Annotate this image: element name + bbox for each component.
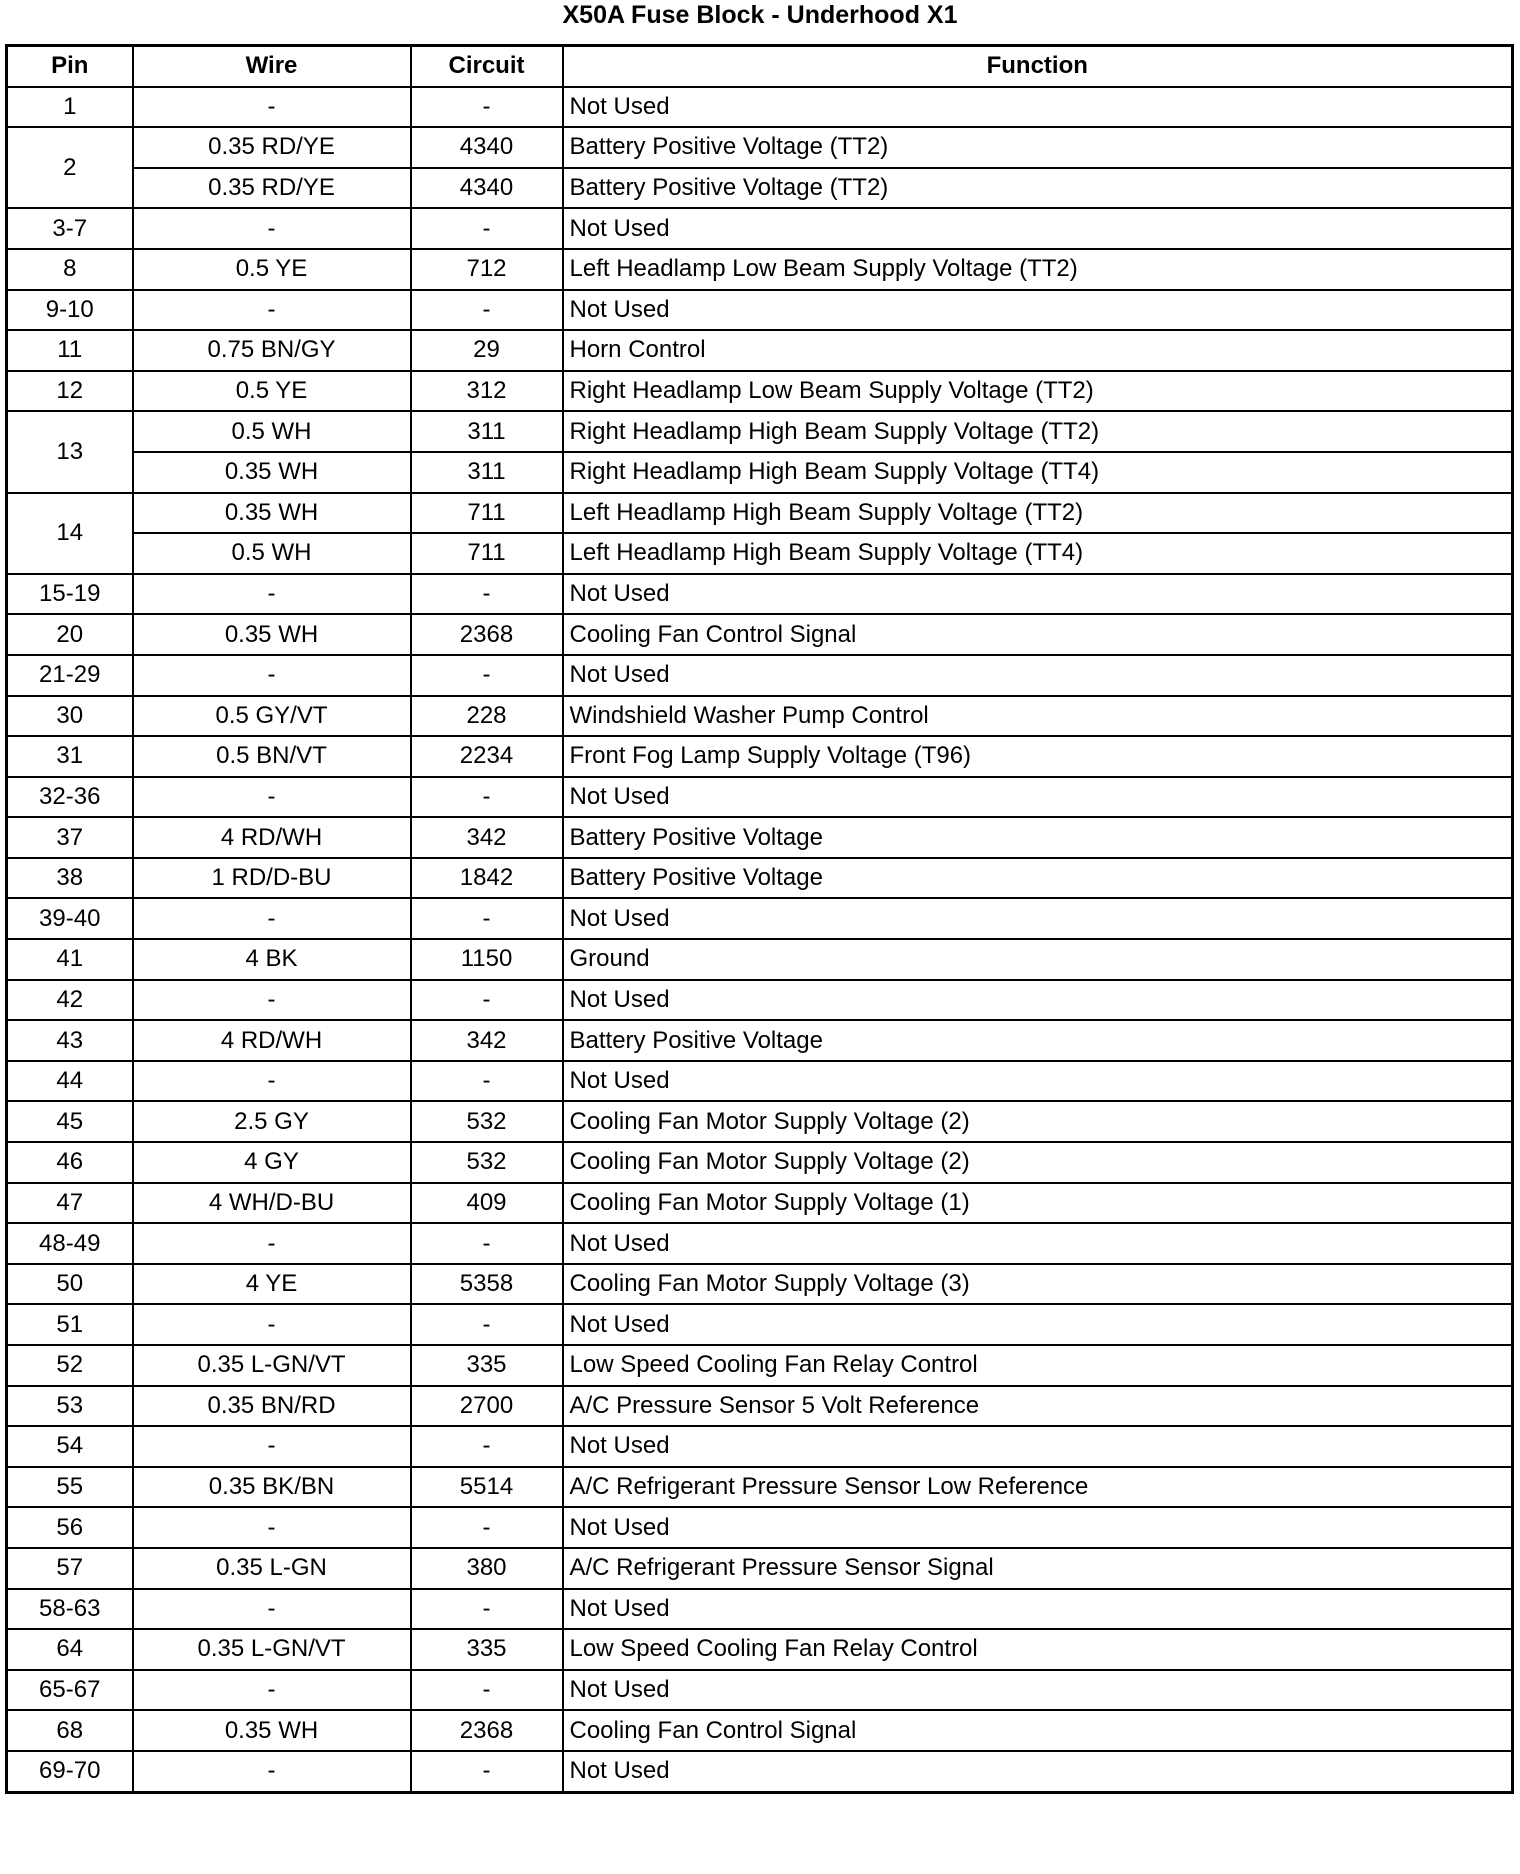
- pin-cell: 32-36: [7, 777, 133, 818]
- table-row: [7, 1589, 1513, 1630]
- pin-cell: 31: [7, 736, 133, 777]
- table-row: [7, 371, 1513, 412]
- circuit-cell: 712: [411, 249, 563, 290]
- pin-cell: 39-40: [7, 898, 133, 939]
- circuit-cell: 2234: [411, 736, 563, 777]
- page-title: X50A Fuse Block - Underhood X1: [562, 1, 958, 29]
- wire-cell: -: [133, 1061, 411, 1102]
- table-row: [7, 208, 1513, 249]
- table-row: [7, 777, 1513, 818]
- wire-cell: -: [133, 777, 411, 818]
- wire-cell: 4 RD/WH: [133, 1020, 411, 1061]
- table-row: [7, 1467, 1513, 1508]
- circuit-cell: 342: [411, 1020, 563, 1061]
- pin-cell: 3-7: [7, 208, 133, 249]
- circuit-cell: 342: [411, 817, 563, 858]
- circuit-cell: 335: [411, 1629, 563, 1670]
- wire-cell: -: [133, 1507, 411, 1548]
- wire-cell: 4 GY: [133, 1142, 411, 1183]
- table-row: [7, 655, 1513, 696]
- circuit-cell: 711: [411, 533, 563, 574]
- wire-cell: 0.5 YE: [133, 371, 411, 412]
- pin-cell: 21-29: [7, 655, 133, 696]
- function-cell: Right Headlamp High Beam Supply Voltage (TT2): [563, 411, 1513, 452]
- pin-cell: 12: [7, 371, 133, 412]
- wire-cell: 0.35 L-GN/VT: [133, 1629, 411, 1670]
- wire-cell: 1 RD/D-BU: [133, 858, 411, 899]
- wire-cell: 0.5 BN/VT: [133, 736, 411, 777]
- wire-cell: 0.35 WH: [133, 1710, 411, 1751]
- table-row: [7, 696, 1513, 737]
- circuit-cell: -: [411, 980, 563, 1021]
- pin-cell: 20: [7, 614, 133, 655]
- pin-cell: 48-49: [7, 1223, 133, 1264]
- function-cell: Right Headlamp High Beam Supply Voltage (TT4): [563, 452, 1513, 493]
- table-row: [7, 168, 1513, 209]
- circuit-cell: -: [411, 1751, 563, 1792]
- table-row: [7, 1751, 1513, 1792]
- circuit-cell: 311: [411, 452, 563, 493]
- function-cell: Left Headlamp Low Beam Supply Voltage (TT2): [563, 249, 1513, 290]
- table-row: [7, 574, 1513, 615]
- table-row: [7, 1507, 1513, 1548]
- pin-cell: 57: [7, 1548, 133, 1589]
- circuit-cell: 2700: [411, 1386, 563, 1427]
- circuit-cell: 2368: [411, 1710, 563, 1751]
- wire-cell: -: [133, 980, 411, 1021]
- table-row: [7, 1101, 1513, 1142]
- function-cell: Cooling Fan Control Signal: [563, 614, 1513, 655]
- pin-cell: 11: [7, 330, 133, 371]
- circuit-cell: -: [411, 1304, 563, 1345]
- circuit-cell: 532: [411, 1101, 563, 1142]
- pin-cell: 51: [7, 1304, 133, 1345]
- function-cell: Not Used: [563, 655, 1513, 696]
- table-row: [7, 249, 1513, 290]
- circuit-cell: -: [411, 1589, 563, 1630]
- pin-cell: 8: [7, 249, 133, 290]
- function-cell: Not Used: [563, 1589, 1513, 1630]
- table-row: [7, 1629, 1513, 1670]
- pin-cell: 30: [7, 696, 133, 737]
- pin-cell: 2: [7, 127, 133, 208]
- function-cell: Cooling Fan Control Signal: [563, 1710, 1513, 1751]
- function-cell: Not Used: [563, 1223, 1513, 1264]
- circuit-cell: 4340: [411, 168, 563, 209]
- wire-cell: 0.35 WH: [133, 614, 411, 655]
- wire-cell: -: [133, 290, 411, 331]
- wire-cell: 4 WH/D-BU: [133, 1183, 411, 1224]
- circuit-cell: 532: [411, 1142, 563, 1183]
- table-row: [7, 411, 1513, 452]
- function-cell: Not Used: [563, 87, 1513, 128]
- pin-cell: 68: [7, 1710, 133, 1751]
- table-row: [7, 1223, 1513, 1264]
- wire-cell: 0.5 YE: [133, 249, 411, 290]
- pinout-table-container: [5, 44, 1514, 1794]
- pin-cell: 64: [7, 1629, 133, 1670]
- table-row: [7, 330, 1513, 371]
- pin-cell: 65-67: [7, 1670, 133, 1711]
- function-cell: Not Used: [563, 980, 1513, 1021]
- table-row: [7, 980, 1513, 1021]
- circuit-cell: 312: [411, 371, 563, 412]
- wire-cell: 4 YE: [133, 1264, 411, 1305]
- function-cell: Front Fog Lamp Supply Voltage (T96): [563, 736, 1513, 777]
- pin-cell: 15-19: [7, 574, 133, 615]
- pin-cell: 54: [7, 1426, 133, 1467]
- wire-cell: 0.35 BK/BN: [133, 1467, 411, 1508]
- pin-cell: 43: [7, 1020, 133, 1061]
- table-row: [7, 1386, 1513, 1427]
- pin-cell: 42: [7, 980, 133, 1021]
- circuit-cell: 5514: [411, 1467, 563, 1508]
- function-cell: Left Headlamp High Beam Supply Voltage (TT2): [563, 493, 1513, 534]
- circuit-cell: -: [411, 1426, 563, 1467]
- wire-cell: -: [133, 1670, 411, 1711]
- function-cell: Windshield Washer Pump Control: [563, 696, 1513, 737]
- pinout-table: [5, 44, 1514, 1794]
- table-row: [7, 493, 1513, 534]
- function-cell: Low Speed Cooling Fan Relay Control: [563, 1629, 1513, 1670]
- function-cell: Not Used: [563, 1061, 1513, 1102]
- function-cell: Cooling Fan Motor Supply Voltage (1): [563, 1183, 1513, 1224]
- pin-cell: 58-63: [7, 1589, 133, 1630]
- pin-cell: 14: [7, 493, 133, 574]
- wire-cell: -: [133, 87, 411, 128]
- function-cell: Cooling Fan Motor Supply Voltage (3): [563, 1264, 1513, 1305]
- wire-cell: -: [133, 574, 411, 615]
- circuit-cell: 228: [411, 696, 563, 737]
- circuit-cell: -: [411, 87, 563, 128]
- table-row: [7, 1142, 1513, 1183]
- wire-cell: 0.35 WH: [133, 493, 411, 534]
- wire-cell: 0.5 WH: [133, 411, 411, 452]
- table-row: [7, 1426, 1513, 1467]
- wire-cell: 0.35 RD/YE: [133, 127, 411, 168]
- function-cell: Battery Positive Voltage (TT2): [563, 127, 1513, 168]
- table-row: [7, 1548, 1513, 1589]
- table-row: [7, 1345, 1513, 1386]
- wire-cell: 0.35 WH: [133, 452, 411, 493]
- function-cell: A/C Pressure Sensor 5 Volt Reference: [563, 1386, 1513, 1427]
- function-cell: Low Speed Cooling Fan Relay Control: [563, 1345, 1513, 1386]
- circuit-cell: -: [411, 898, 563, 939]
- function-cell: Ground: [563, 939, 1513, 980]
- function-cell: Not Used: [563, 898, 1513, 939]
- function-cell: Battery Positive Voltage (TT2): [563, 168, 1513, 209]
- circuit-cell: -: [411, 1061, 563, 1102]
- function-cell: Not Used: [563, 1507, 1513, 1548]
- pin-cell: 44: [7, 1061, 133, 1102]
- table-row: [7, 817, 1513, 858]
- wire-cell: 0.35 L-GN: [133, 1548, 411, 1589]
- circuit-cell: 5358: [411, 1264, 563, 1305]
- table-row: [7, 127, 1513, 168]
- circuit-cell: 1150: [411, 939, 563, 980]
- table-row: [7, 87, 1513, 128]
- function-cell: Not Used: [563, 208, 1513, 249]
- circuit-cell: 2368: [411, 614, 563, 655]
- function-cell: Right Headlamp Low Beam Supply Voltage (TT2): [563, 371, 1513, 412]
- circuit-cell: -: [411, 1223, 563, 1264]
- function-cell: Not Used: [563, 574, 1513, 615]
- wire-cell: -: [133, 1751, 411, 1792]
- table-row: [7, 1670, 1513, 1711]
- wire-cell: -: [133, 898, 411, 939]
- wire-cell: 0.5 GY/VT: [133, 696, 411, 737]
- header-circuit: Circuit: [411, 46, 563, 87]
- table-row: [7, 1183, 1513, 1224]
- header-wire: Wire: [133, 46, 411, 87]
- circuit-cell: -: [411, 208, 563, 249]
- table-row: [7, 1020, 1513, 1061]
- table-row: [7, 533, 1513, 574]
- function-cell: Not Used: [563, 290, 1513, 331]
- function-cell: A/C Refrigerant Pressure Sensor Low Reference: [563, 1467, 1513, 1508]
- wire-cell: 0.35 L-GN/VT: [133, 1345, 411, 1386]
- pin-cell: 56: [7, 1507, 133, 1548]
- table-row: [7, 898, 1513, 939]
- table-row: [7, 452, 1513, 493]
- table-row: [7, 1710, 1513, 1751]
- table-row: [7, 858, 1513, 899]
- function-cell: Cooling Fan Motor Supply Voltage (2): [563, 1101, 1513, 1142]
- function-cell: Battery Positive Voltage: [563, 1020, 1513, 1061]
- wire-cell: 0.35 RD/YE: [133, 168, 411, 209]
- wire-cell: 2.5 GY: [133, 1101, 411, 1142]
- pin-cell: 52: [7, 1345, 133, 1386]
- header-pin: Pin: [7, 46, 133, 87]
- table-row: [7, 736, 1513, 777]
- table-row: [7, 1061, 1513, 1102]
- function-cell: Not Used: [563, 1426, 1513, 1467]
- pin-cell: 13: [7, 411, 133, 492]
- table-header: [7, 46, 1513, 87]
- circuit-cell: 711: [411, 493, 563, 534]
- function-cell: Not Used: [563, 1670, 1513, 1711]
- pin-cell: 69-70: [7, 1751, 133, 1792]
- table-body: [7, 87, 1513, 1792]
- function-cell: Left Headlamp High Beam Supply Voltage (TT4): [563, 533, 1513, 574]
- circuit-cell: -: [411, 1507, 563, 1548]
- wire-cell: 4 RD/WH: [133, 817, 411, 858]
- pin-cell: 45: [7, 1101, 133, 1142]
- wire-cell: 0.5 WH: [133, 533, 411, 574]
- pin-cell: 37: [7, 817, 133, 858]
- wire-cell: 4 BK: [133, 939, 411, 980]
- wire-cell: 0.35 BN/RD: [133, 1386, 411, 1427]
- function-cell: Battery Positive Voltage: [563, 858, 1513, 899]
- function-cell: Cooling Fan Motor Supply Voltage (2): [563, 1142, 1513, 1183]
- table-row: [7, 1264, 1513, 1305]
- table-row: [7, 614, 1513, 655]
- circuit-cell: -: [411, 574, 563, 615]
- circuit-cell: 380: [411, 1548, 563, 1589]
- circuit-cell: 311: [411, 411, 563, 452]
- circuit-cell: -: [411, 655, 563, 696]
- function-cell: Not Used: [563, 1304, 1513, 1345]
- wire-cell: 0.75 BN/GY: [133, 330, 411, 371]
- wire-cell: -: [133, 1223, 411, 1264]
- table-row: [7, 939, 1513, 980]
- wire-cell: -: [133, 1304, 411, 1345]
- function-cell: Battery Positive Voltage: [563, 817, 1513, 858]
- pin-cell: 41: [7, 939, 133, 980]
- circuit-cell: 29: [411, 330, 563, 371]
- function-cell: Not Used: [563, 1751, 1513, 1792]
- circuit-cell: 1842: [411, 858, 563, 899]
- pin-cell: 50: [7, 1264, 133, 1305]
- header-function: Function: [563, 46, 1513, 87]
- function-cell: Horn Control: [563, 330, 1513, 371]
- pin-cell: 9-10: [7, 290, 133, 331]
- wire-cell: -: [133, 655, 411, 696]
- wire-cell: -: [133, 208, 411, 249]
- pin-cell: 53: [7, 1386, 133, 1427]
- table-row: [7, 1304, 1513, 1345]
- pin-cell: 38: [7, 858, 133, 899]
- wire-cell: -: [133, 1589, 411, 1630]
- function-cell: Not Used: [563, 777, 1513, 818]
- circuit-cell: 335: [411, 1345, 563, 1386]
- pin-cell: 47: [7, 1183, 133, 1224]
- pin-cell: 1: [7, 87, 133, 128]
- pin-cell: 46: [7, 1142, 133, 1183]
- wire-cell: -: [133, 1426, 411, 1467]
- circuit-cell: 4340: [411, 127, 563, 168]
- circuit-cell: -: [411, 777, 563, 818]
- circuit-cell: -: [411, 1670, 563, 1711]
- function-cell: A/C Refrigerant Pressure Sensor Signal: [563, 1548, 1513, 1589]
- circuit-cell: -: [411, 290, 563, 331]
- pin-cell: 55: [7, 1467, 133, 1508]
- circuit-cell: 409: [411, 1183, 563, 1224]
- header-row: [7, 46, 1513, 87]
- table-row: [7, 290, 1513, 331]
